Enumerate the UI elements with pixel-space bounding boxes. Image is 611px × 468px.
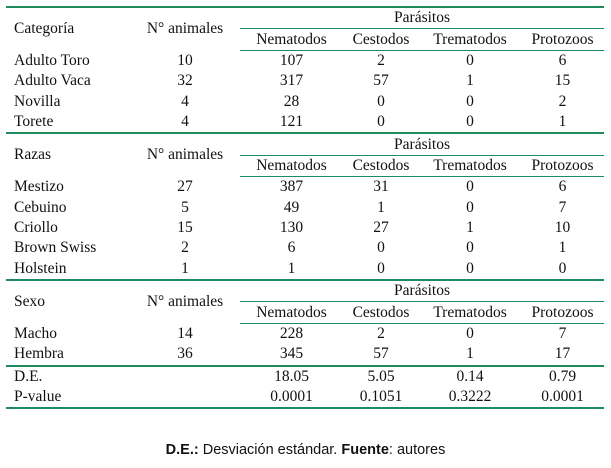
col-header-cestodos: Cestodos xyxy=(343,29,419,50)
cell-n xyxy=(130,387,240,408)
cell-n: 2 xyxy=(181,239,189,257)
table-row xyxy=(6,71,604,91)
cell-nematodos: 1 xyxy=(287,259,296,277)
cell-trematodos: 0 xyxy=(466,113,474,131)
cell-cestodos: 1 xyxy=(377,198,385,216)
section-categoria xyxy=(6,7,604,133)
row-label: D.E. xyxy=(6,366,130,387)
cell-cestodos: 0 xyxy=(377,92,385,110)
cell-nematodos: 130 xyxy=(279,219,304,237)
cell-protozoos: 7 xyxy=(558,325,567,343)
cell-n: 32 xyxy=(177,72,193,90)
cell-protozoos: 7 xyxy=(558,198,567,216)
cell-trematodos: 1 xyxy=(466,219,474,237)
cell-n: 10 xyxy=(177,51,193,69)
cell-protozoos: 2 xyxy=(558,92,567,110)
cell-nematodos: 121 xyxy=(279,113,304,131)
cell-protozoos: 15 xyxy=(554,72,571,90)
cell-nematodos: 228 xyxy=(279,325,304,343)
cell-trematodos: 0 xyxy=(466,325,474,343)
row-label: Hembra xyxy=(14,345,64,363)
cell-nematodos: 6 xyxy=(287,239,296,257)
section-title: Categoría xyxy=(6,7,130,50)
parasite-table-wrapper xyxy=(6,6,604,409)
cell-n: 5 xyxy=(181,198,189,216)
row-label: Torete xyxy=(14,113,54,131)
cell-protozoos: 1 xyxy=(558,239,567,257)
row-label: Adulto Toro xyxy=(14,51,90,69)
stats-row-de xyxy=(6,366,604,387)
cell-cestodos: 0 xyxy=(377,259,385,277)
header-row xyxy=(6,133,604,155)
col-header-trematodos: Trematodos xyxy=(419,29,521,50)
cell-cestodos: 57 xyxy=(373,345,389,363)
cell-protozoos: 10 xyxy=(554,219,571,237)
cell-trematodos: 0 xyxy=(466,259,474,277)
cell-cestodos: 31 xyxy=(373,178,389,196)
table-row xyxy=(6,218,604,238)
cell-protozoos: 0.79 xyxy=(521,366,604,387)
parasite-table xyxy=(6,6,604,409)
section-sexo xyxy=(6,280,604,366)
header-row xyxy=(6,7,604,29)
cell-cestodos: 57 xyxy=(373,72,389,90)
cell-protozoos: 0.0001 xyxy=(521,387,604,408)
cell-cestodos: 5.05 xyxy=(343,366,419,387)
cell-protozoos: 6 xyxy=(558,178,567,196)
header-row xyxy=(6,280,604,302)
col-header-protozoos: Protozoos xyxy=(521,302,604,323)
cell-trematodos: 0 xyxy=(466,198,474,216)
cell-trematodos: 0.14 xyxy=(419,366,521,387)
cell-trematodos: 1 xyxy=(466,345,474,363)
cell-nematodos: 387 xyxy=(279,178,304,196)
cell-nematodos: 317 xyxy=(279,72,304,90)
cell-protozoos: 0 xyxy=(558,259,567,277)
row-label: Novilla xyxy=(14,92,61,110)
cell-nematodos: 18.05 xyxy=(240,366,343,387)
section-title: Sexo xyxy=(6,280,130,323)
cell-cestodos: 2 xyxy=(377,51,385,69)
caption-de-label: D.E.: xyxy=(165,442,199,458)
cell-cestodos: 27 xyxy=(373,219,389,237)
col-header-n-animales: N° animales xyxy=(130,280,240,323)
cell-n xyxy=(130,366,240,387)
cell-n: 4 xyxy=(181,92,189,110)
row-label: Macho xyxy=(14,324,58,342)
caption-fuente-label: Fuente xyxy=(341,442,389,458)
cell-nematodos: 345 xyxy=(279,345,304,363)
cell-trematodos: 0.3222 xyxy=(419,387,521,408)
table-row xyxy=(6,198,604,218)
col-header-parasitos: Parásitos xyxy=(240,280,604,302)
row-label: Adulto Vaca xyxy=(14,72,91,90)
cell-n: 27 xyxy=(177,178,193,196)
cell-trematodos: 0 xyxy=(466,51,474,69)
cell-n: 4 xyxy=(181,113,189,131)
section-razas xyxy=(6,133,604,280)
cell-n: 14 xyxy=(177,324,193,342)
col-header-n-animales: N° animales xyxy=(130,133,240,176)
cell-trematodos: 0 xyxy=(466,239,474,257)
table-row xyxy=(6,50,604,71)
col-header-protozoos: Protozoos xyxy=(521,29,604,50)
col-header-nematodos: Nematodos xyxy=(240,29,343,50)
table-caption xyxy=(0,442,611,458)
table-row xyxy=(6,112,604,133)
row-label: P-value xyxy=(6,387,130,408)
col-header-cestodos: Cestodos xyxy=(343,302,419,323)
caption-de-text: Desviación estándar. xyxy=(198,442,342,458)
col-header-n-animales: N° animales xyxy=(130,7,240,50)
cell-protozoos: 1 xyxy=(558,113,567,131)
col-header-nematodos: Nematodos xyxy=(240,302,343,323)
table-row xyxy=(6,344,604,365)
cell-cestodos: 0 xyxy=(377,239,385,257)
cell-nematodos: 0.0001 xyxy=(240,387,343,408)
cell-trematodos: 0 xyxy=(466,92,474,110)
section-stats xyxy=(6,366,604,409)
cell-cestodos: 0.1051 xyxy=(343,387,419,408)
row-label: Criollo xyxy=(14,219,58,237)
row-label: Holstein xyxy=(14,259,67,277)
cell-trematodos: 1 xyxy=(466,72,474,90)
cell-cestodos: 0 xyxy=(377,113,385,131)
col-header-parasitos: Parásitos xyxy=(240,7,604,29)
col-header-protozoos: Protozoos xyxy=(521,155,604,176)
col-header-trematodos: Trematodos xyxy=(419,302,521,323)
col-header-parasitos: Parásitos xyxy=(240,133,604,155)
col-header-cestodos: Cestodos xyxy=(343,155,419,176)
cell-protozoos: 6 xyxy=(558,51,567,69)
row-label: Mestizo xyxy=(14,178,64,196)
cell-cestodos: 2 xyxy=(377,325,385,343)
cell-nematodos: 49 xyxy=(283,198,300,216)
table-row xyxy=(6,259,604,280)
table-row xyxy=(6,177,604,198)
stats-row-pvalue xyxy=(6,387,604,408)
cell-nematodos: 107 xyxy=(279,51,304,69)
cell-trematodos: 0 xyxy=(466,178,474,196)
cell-n: 36 xyxy=(177,345,193,363)
row-label: Brown Swiss xyxy=(14,239,97,257)
table-row xyxy=(6,92,604,112)
cell-nematodos: 28 xyxy=(283,92,300,110)
caption-fuente-text: : autores xyxy=(388,442,446,458)
table-row xyxy=(6,323,604,344)
section-title: Razas xyxy=(6,133,130,176)
cell-n: 15 xyxy=(177,219,193,237)
table-row xyxy=(6,238,604,258)
row-label: Cebuino xyxy=(14,198,67,216)
col-header-nematodos: Nematodos xyxy=(240,155,343,176)
cell-protozoos: 17 xyxy=(554,345,571,363)
col-header-trematodos: Trematodos xyxy=(419,155,521,176)
cell-n: 1 xyxy=(181,259,189,277)
